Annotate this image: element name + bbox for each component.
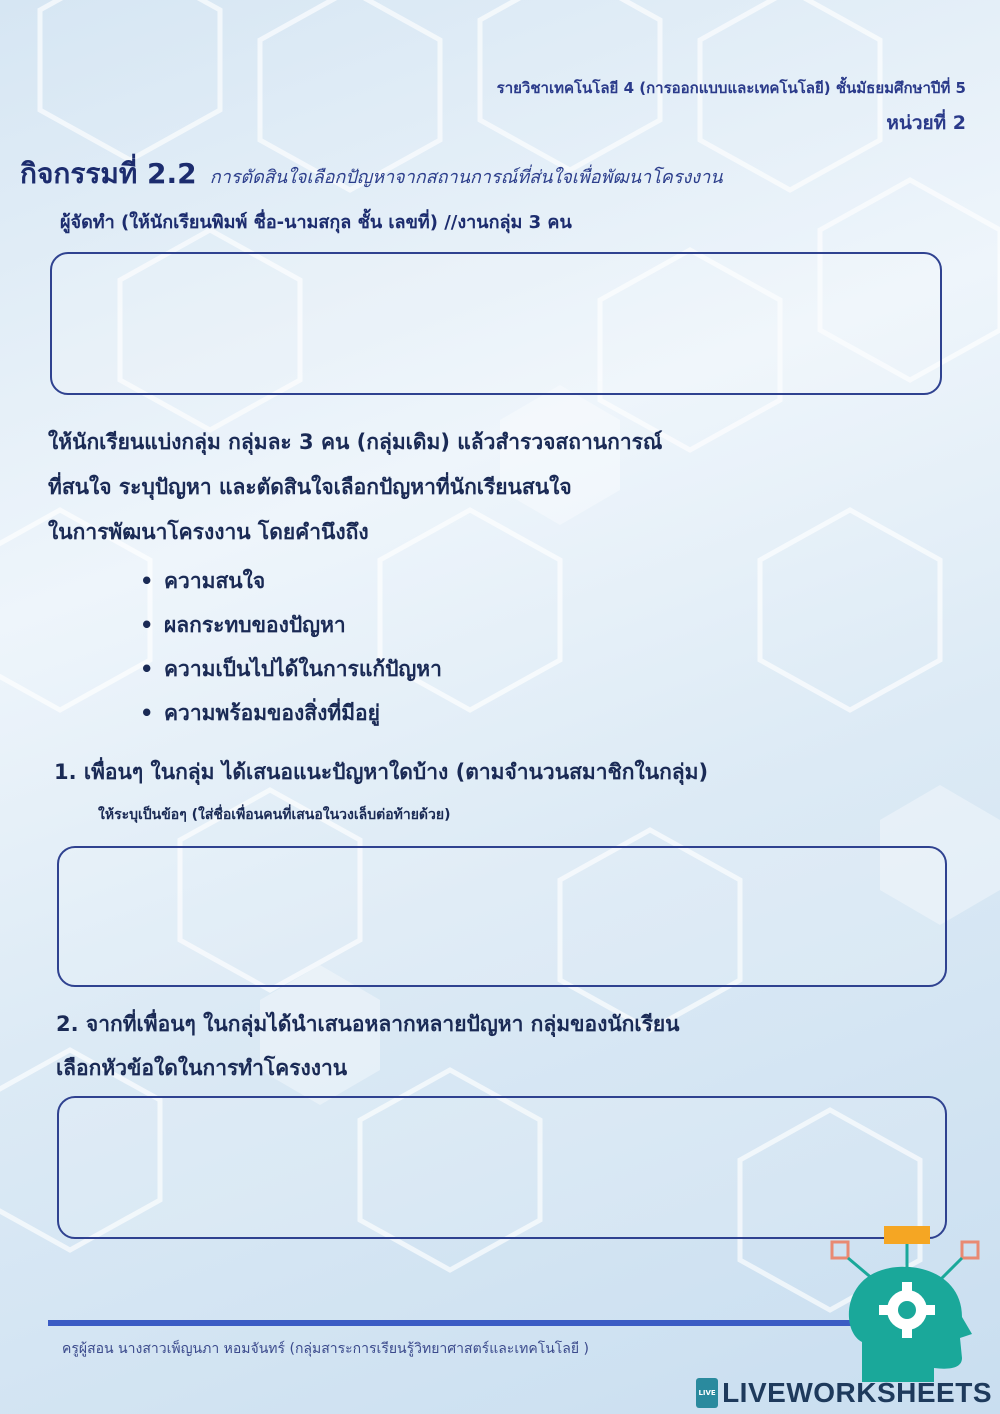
head-gear-icon (822, 1222, 992, 1382)
unit-header: หน่วยที่ 2 (886, 112, 966, 134)
subject-header: รายวิชาเทคโนโลยี 4 (การออกแบบและเทคโนโลยี) ชั้นมัธยมศึกษาปีที่ 5 (496, 79, 966, 97)
teacher-credit: ครูผู้สอน นางสาวเพ็ญนภา หอมจันทร์ (กลุ่มสาระการเรียนรู้วิทยาศาสตร์และเทคโนโลยี ) (62, 1341, 589, 1357)
instruction-line: ให้นักเรียนแบ่งกลุ่ม กลุ่มละ 3 คน (กลุ่มเดิม) แล้วสำรวจสถานการณ์ (48, 430, 663, 454)
question-2-line: เลือกหัวข้อใดในการทำโครงงาน (56, 1056, 348, 1080)
instruction-line: ในการพัฒนาโครงงาน โดยคำนึงถึง (48, 520, 369, 544)
criteria-item: • ผลกระทบของปัญหา (140, 606, 442, 650)
question-2 (56, 1002, 976, 1090)
brand-name: LIVEWORKSHEETS (722, 1377, 992, 1408)
instruction-line: ที่สนใจ ระบุปัญหา และตัดสินใจเลือกปัญหาที่นักเรียนสนใจ (48, 475, 572, 499)
question-1-answer-box[interactable] (57, 846, 947, 987)
criteria-item: • ความสนใจ (140, 562, 442, 606)
bullet-icon: • (140, 701, 154, 725)
question-2-line: 2. จากที่เพื่อนๆ ในกลุ่มได้นำเสนอหลากหลายปัญหา กลุ่มของนักเรียน (56, 1012, 680, 1036)
criteria-item: • ความเป็นไปได้ในการแก้ปัญหา (140, 650, 442, 694)
question-1-note: ให้ระบุเป็นข้อๆ (ใส่ชื่อเพื่อนคนที่เสนอในวงเล็บต่อท้ายด้วย) (98, 807, 451, 823)
instructions (48, 420, 928, 555)
footer-divider (48, 1320, 906, 1326)
author-label: ผู้จัดทำ (ให้นักเรียนพิมพ์ ชื่อ-นามสกุล ชั้น เลขที่) //งานกลุ่ม 3 คน (60, 212, 572, 233)
question-1: 1. เพื่อนๆ ในกลุ่ม ได้เสนอแนะปัญหาใดบ้าง (ตามจำนวนสมาชิกในกลุ่ม) (54, 760, 709, 784)
activity-title-row (20, 152, 723, 196)
question-2-answer-box[interactable] (57, 1096, 947, 1239)
live-badge: LIVE (696, 1378, 718, 1408)
liveworksheets-logo (696, 1376, 992, 1410)
author-answer-box[interactable] (50, 252, 942, 395)
criteria-item: • ความพร้อมของสิ่งที่มีอยู่ (140, 694, 442, 738)
bullet-icon: • (140, 613, 154, 637)
activity-number: กิจกรรมที่ 2.2 (20, 157, 197, 190)
criteria-list (140, 562, 442, 738)
activity-title: การตัดสินใจเลือกปัญหาจากสถานการณ์ที่ส่นใจเพื่อพัฒนาโครงงาน (209, 167, 723, 188)
bullet-icon: • (140, 657, 154, 681)
bullet-icon: • (140, 569, 154, 593)
